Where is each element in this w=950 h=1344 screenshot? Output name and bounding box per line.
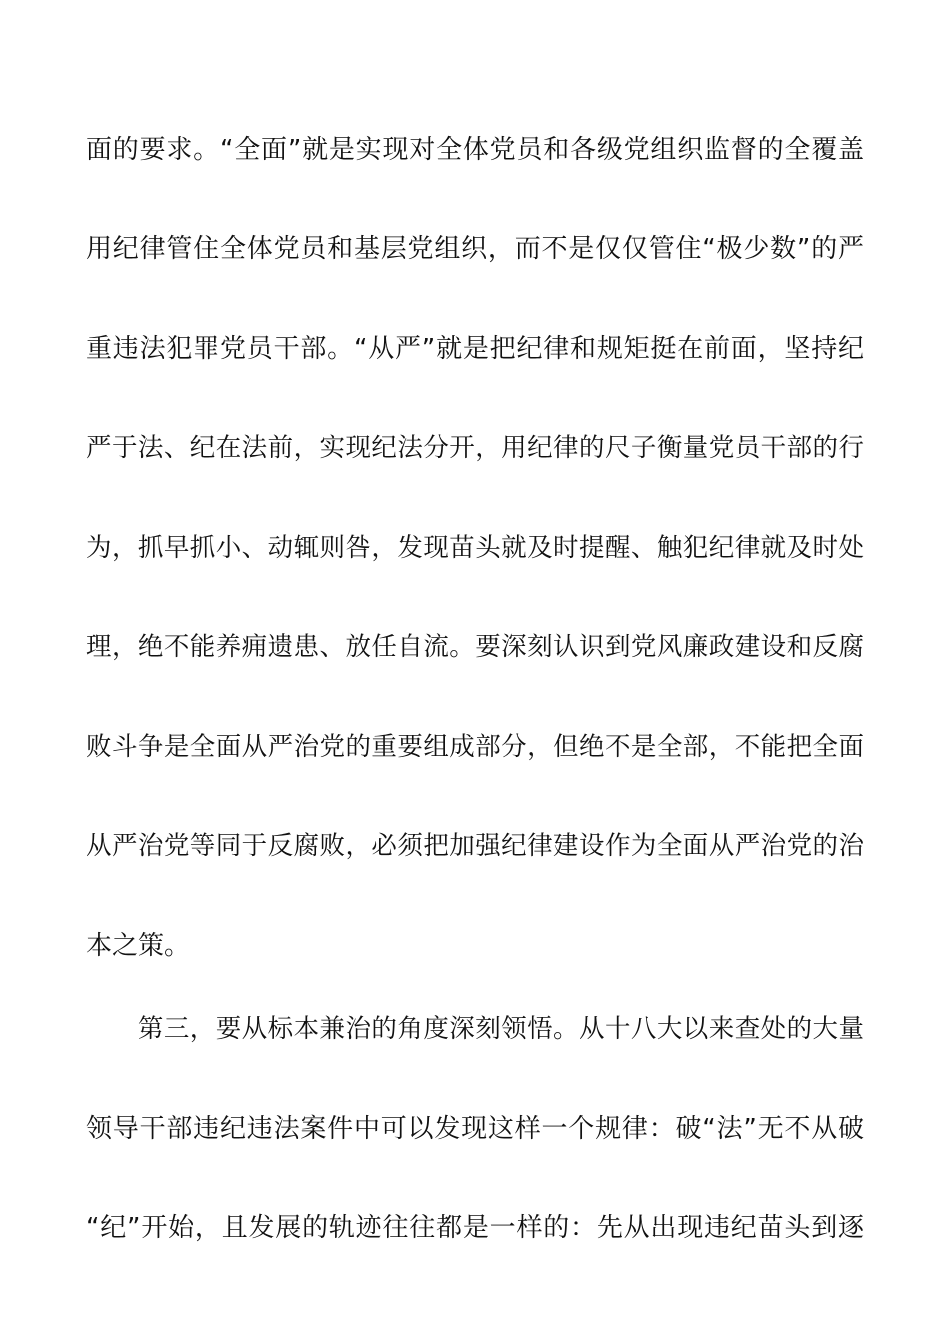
text-line-1: 面的要求。“全面”就是实现对全体党员和各级党组织监督的全覆盖 xyxy=(86,135,864,165)
text-line-12: “纪”开始，且发展的轨迹往往都是一样的：先从出现违纪苗头到逐 xyxy=(86,1213,864,1243)
text-line-7: 败斗争是全面从严治党的重要组成部分，但绝不是全部，不能把全面 xyxy=(86,732,864,762)
text-line-11: 领导干部违纪违法案件中可以发现这样一个规律：破“法”无不从破 xyxy=(86,1114,864,1144)
text-line-9: 本之策。 xyxy=(86,931,191,961)
text-line-8: 从严治党等同于反腐败，必须把加强纪律建设作为全面从严治党的治 xyxy=(86,831,864,861)
text-line-4: 严于法、纪在法前，实现纪法分开，用纪律的尺子衡量党员干部的行 xyxy=(86,433,864,463)
text-line-6: 理，绝不能养痈遗患、放任自流。要深刻认识到党风廉政建设和反腐 xyxy=(86,632,864,662)
text-line-2: 用纪律管住全体党员和基层党组织，而不是仅仅管住“极少数”的严 xyxy=(86,234,864,264)
text-line-10: 第三，要从标本兼治的角度深刻领悟。从十八大以来查处的大量 xyxy=(86,1014,864,1044)
text-line-5: 为，抓早抓小、动辄则咎，发现苗头就及时提醒、触犯纪律就及时处 xyxy=(86,533,864,563)
text-line-3: 重违法犯罪党员干部。“从严”就是把纪律和规矩挺在前面，坚持纪 xyxy=(86,334,864,364)
